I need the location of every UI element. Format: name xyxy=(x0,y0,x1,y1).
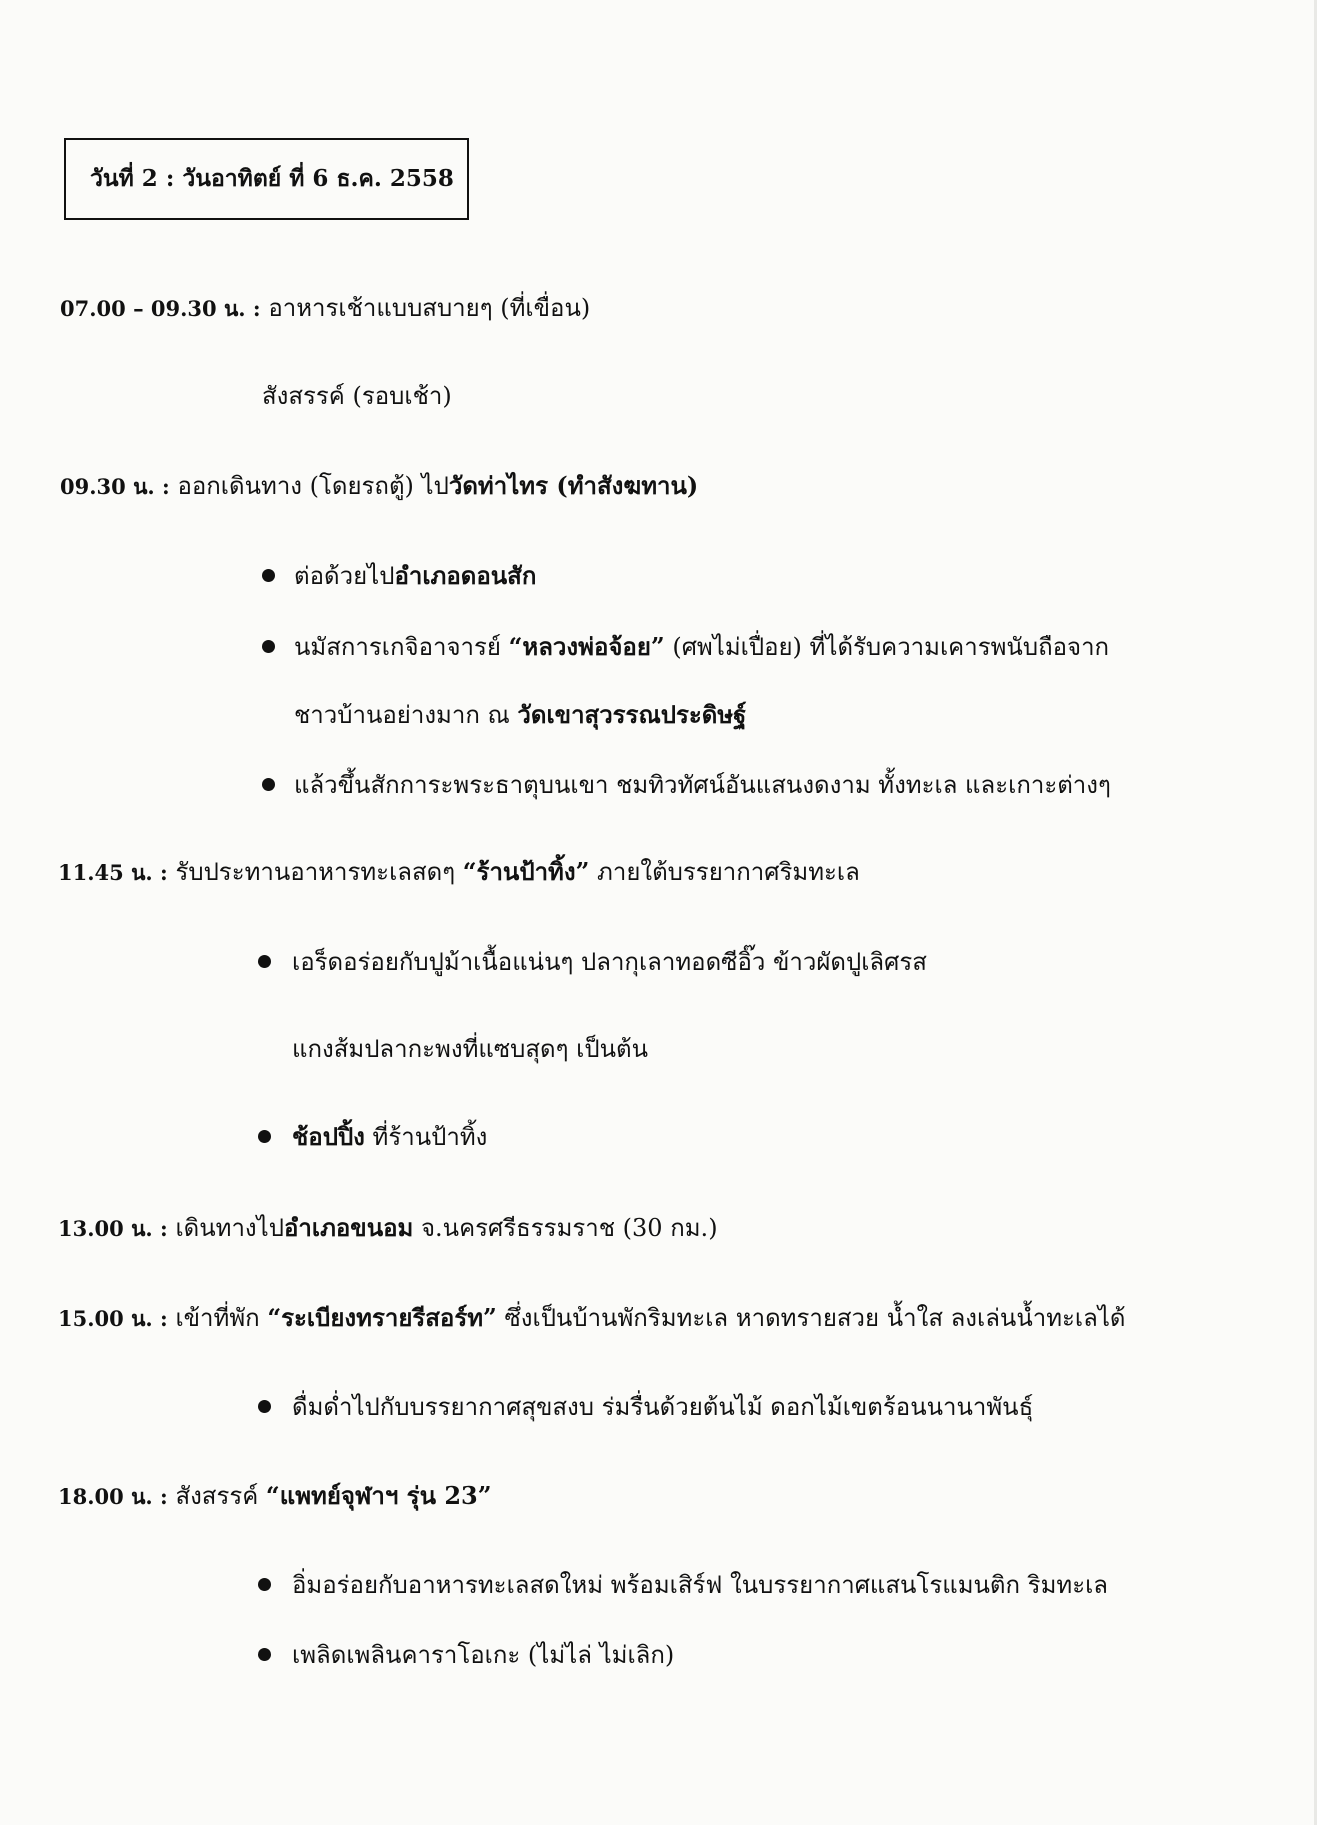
bullet-item xyxy=(294,769,1111,801)
item-text: สังสรรค์ xyxy=(167,1482,266,1510)
schedule-item-1300 xyxy=(58,1212,718,1245)
time-label: 15.00 น. : xyxy=(58,1306,168,1331)
bullet-icon xyxy=(258,1130,271,1143)
time-label: 18.00 น. : xyxy=(58,1484,168,1509)
item-text: รับประทานอาหารทะเลสดๆ xyxy=(167,858,463,886)
bullet-item xyxy=(292,1639,674,1671)
bullet-bold-text: ช้อปปิ้ง xyxy=(292,1122,365,1151)
bullet-bold-text: วัดเขาสุวรรณประดิษฐ์ xyxy=(517,700,747,729)
bullet-icon xyxy=(262,569,275,582)
schedule-item-1800 xyxy=(58,1480,492,1513)
time-label: 11.45 น. : xyxy=(58,860,168,885)
bullet-icon xyxy=(262,640,275,653)
bullet-text: ที่ร้านป้าทิ้ง xyxy=(364,1123,488,1151)
bullet-text: แกงส้มปลากะพงที่แซบสุดๆ เป็นต้น xyxy=(292,1035,648,1063)
bullet-text: แล้วขึ้นสักการะพระธาตุบนเขา ชมทิวทัศน์อันแสนงดงาม ทั้งทะเล และเกาะต่างๆ xyxy=(294,771,1111,799)
bullet-text: นมัสการเกจิอาจารย์ xyxy=(294,633,509,661)
schedule-item-0700 xyxy=(60,292,590,325)
item-bold-text: อำเภอขนอม xyxy=(283,1213,414,1242)
time-label: 13.00 น. : xyxy=(58,1216,168,1241)
bullet-item xyxy=(292,1121,487,1153)
item-text: เดินทางไป xyxy=(167,1214,284,1242)
bullet-continuation xyxy=(292,1033,648,1065)
bullet-bold-text: “หลวงพ่อจ้อย” xyxy=(508,632,665,661)
bullet-text: ต่อด้วยไป xyxy=(294,562,395,590)
bullet-item xyxy=(292,1391,1033,1423)
bullet-item xyxy=(292,946,927,978)
bullet-icon xyxy=(258,955,271,968)
bullet-icon xyxy=(258,1578,271,1591)
item-bold-text: “ร้านป้าทิ้ง” xyxy=(462,857,590,886)
bullet-text: ชาวบ้านอย่างมาก ณ xyxy=(294,701,518,729)
schedule-item-0930 xyxy=(60,470,698,503)
item-text: จ.นครศรีธรรมราช (30 กม.) xyxy=(413,1214,718,1242)
item-text: ซึ่งเป็นบ้านพักริมทะเล หาดทรายสวย น้ำใส ลงเล่นน้ำทะเลได้ xyxy=(496,1304,1126,1332)
day-header-box xyxy=(64,138,469,220)
item-bold-text: “ระเบียงทรายรีสอร์ท” xyxy=(267,1303,497,1332)
time-label: 07.00 – 09.30 น. : xyxy=(60,296,261,321)
bullet-icon xyxy=(258,1400,271,1413)
schedule-item-1145 xyxy=(58,856,860,889)
bullet-bold-text: อำเภอดอนสัก xyxy=(394,561,537,590)
bullet-text: (ศพไม่เปื่อย) ที่ได้รับความเคารพนับถือจาก xyxy=(664,633,1110,661)
bullet-icon xyxy=(262,778,275,791)
bullet-text: เอร็ดอร่อยกับปูม้าเนื้อแน่นๆ ปลากุเลาทอดซีอิ๊ว ข้าวผัดปูเลิศรส xyxy=(292,948,927,976)
item-bold-text: วัดท่าไทร (ทำสังฆทาน) xyxy=(448,471,699,500)
schedule-item-1500 xyxy=(58,1302,1126,1335)
item-subline xyxy=(262,380,452,412)
bullet-text: ดื่มด่ำไปกับบรรยากาศสุขสงบ ร่มรื่นด้วยต้นไม้ ดอกไม้เขตร้อนนานาพันธุ์ xyxy=(292,1393,1034,1421)
bullet-icon xyxy=(258,1648,271,1661)
item-text: เข้าที่พัก xyxy=(167,1304,268,1332)
item-text: ภายใต้บรรยากาศริมทะเล xyxy=(589,858,860,886)
item-bold-text: “แพทย์จุฬาฯ รุ่น 23” xyxy=(265,1481,492,1510)
subline-text: สังสรรค์ (รอบเช้า) xyxy=(262,382,452,410)
day-header-text: วันที่ 2 : วันอาทิตย์ ที่ 6 ธ.ค. 2558 xyxy=(90,165,454,192)
item-text: อาหารเช้าแบบสบายๆ (ที่เขื่อน) xyxy=(260,294,591,322)
bullet-item xyxy=(294,560,536,592)
bullet-text: เพลิดเพลินคาราโอเกะ (ไม่ไล่ ไม่เลิก) xyxy=(292,1641,675,1669)
bullet-continuation xyxy=(294,699,746,731)
bullet-text: อิ่มอร่อยกับอาหารทะเลสดใหม่ พร้อมเสิร์ฟ ในบรรยากาศแสนโรแมนติก ริมทะเล xyxy=(292,1571,1109,1599)
time-label: 09.30 น. : xyxy=(60,474,170,499)
item-text: ออกเดินทาง (โดยรถตู้) ไป xyxy=(169,472,449,500)
bullet-item xyxy=(294,631,1109,663)
bullet-item xyxy=(292,1569,1108,1601)
